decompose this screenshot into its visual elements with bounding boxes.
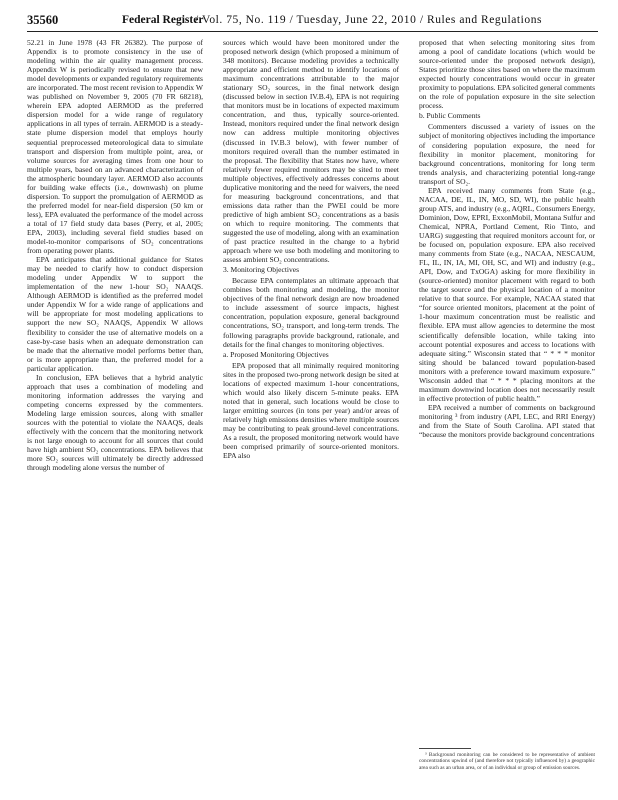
paragraph: EPA proposed that all minimally required monitoring sites in the proposed two-prong network design be sited at locations of expected maximum 1-hour concentrations, which would also likely discern 5-minute peaks. EPA noted that in general, such locations would be close to larger emitting sources (in tons per year) and/or areas of relatively high emissions densities where multiple sources may be contributing to peak ground-level concentrations. As a result, the proposed monitoring network would have been comprised primarily of source-oriented monitors. EPA also xyxy=(223,360,399,461)
paragraph: proposed that when selecting monitoring sites from among a pool of candidate locations (which would be source-oriented under the proposed network design), States prioritize those sites based on where the maximum expected hourly concentrations would occur in greater proximity to populations. EPA solicited general comments on the role of population exposure in the site selection process. xyxy=(419,38,596,111)
page-number: 35560 xyxy=(27,13,59,27)
paragraph: sources which would have been monitored under the proposed network design (which proposed a minimum of 348 monitors). Because modeling provides a technically appropriate and efficient method to identify locations of maximum concentrations attributable to the major stationary SO₂ sources, in the final network design (discussed below in section IV.B.4), EPA is not requiring that monitors must be in locations of expected maximum concentration, and thus, typically source-oriented. Instead, monitors required under the final network design now can address multiple monitoring objectives (discussed in IV.B.3 below), with fewer number of monitors required overall than the number estimated in the proposal. The flexibility that States now have, where relatively fewer required monitors may be sited to meet multiple objectives, effectively addresses concerns about duplicative monitoring and the need for waivers, the need for measuring background concentrations, and that emissions data rather than the PWEI could be more predictive of high ambient SO₂ concentrations as a basis on which to require monitoring. The comments that suggested the use of modeling, along with an examination of past practice resulted in the change to a hybrid approach where we use both modeling and monitoring to assess ambient SO₂ concentrations. xyxy=(223,38,399,265)
paragraph: Commenters discussed a variety of issues on the subject of monitoring objectives including the importance of considering population exposure, the need for flexibility in monitor placement, monitoring for background concentrations, monitoring for long term trends analysis, and characterizing potential long-range transport of SO₂. xyxy=(419,122,595,186)
paragraph: Because EPA contemplates an ultimate approach that combines both monitoring and modeling, the monitor objectives of the final network design are now broadened to include assessment of source impacts, highest concentration, population exposure, general background concentrations, SO₂ transport, and long-term trends. The following paragraphs provide background, rationale, and details for the final changes to monitoring objectives. xyxy=(223,276,399,349)
column-1 xyxy=(27,38,203,472)
footnote xyxy=(419,752,595,771)
column-2 xyxy=(223,38,399,460)
section-heading: 3. Monitoring Objectives xyxy=(223,265,300,275)
publication-title: Federal Register xyxy=(122,14,204,26)
section-heading: a. Proposed Monitoring Objectives xyxy=(223,349,329,359)
paragraph: EPA anticipates that additional guidance for States may be needed to clarify how to conduct dispersion modeling under Appendix W to support the implementation of the new 1-hour SO₂ NAAQS. Although AERMOD is identified as the preferred model under Appendix W for a wide range of applications and will be appropriate for most modeling applications to support the new SO₂ NAAQS, Appendix W allows flexibility to consider the use of alternative models on a case-by-case basis when an adequate demonstration can be made that the alternative model performs better than, or is more appropriate than, the preferred model for a particular application. xyxy=(27,255,203,373)
column-3 xyxy=(419,38,595,439)
page-header xyxy=(27,12,598,30)
header-rule xyxy=(27,31,598,32)
section-heading: b. Public Comments xyxy=(419,111,481,121)
footnote-rule xyxy=(419,748,471,749)
paragraph: EPA received many comments from State (e.g., NACAA, DE, IL, IN, MO, SD, WI), the public health group ATS, and industry (e.g., AQRL, Consumers Energy, Dominion, Dow, EPRI, ExxonMobil, Montana Sulfur and Chemical, NPRA, Portland Cement, Rio Tinto, and UARG) suggesting that required monitors account for, or be focused on, population exposure. EPA also received many comments from State (e.g., NACAA, NESCAUM, FL, IL, IN, IA, MI, OH, SC, and WI) and industry (e.g., API, Dow, and TxOGA) asking for more flexibility in (source-oriented) monitor placement with regard to both the target source and the physical location of a monitor relative to that source. For example, NACAA stated that “for source oriented monitors, placement at the point of 1-hour maximum concentration must be realistic and flexible. EPA must allow agencies to determine the most scientifically defensible location, while taking into account potential exposures and access to locations with adequate siting.” Wisconsin stated that “ * * * monitor siting should be balanced toward population-based monitors with a preference toward maximum exposure.” Wisconsin added that “ * * * placing monitors at the maximum downwind location does not necessarily result in effective protection of public health.” xyxy=(419,185,595,403)
paragraph: In conclusion, EPA believes that a hybrid analytic approach that uses a combination of modeling and monitoring information addresses the varying and competing concerns expressed by the commenters. Modeling large emission sources, along with smaller sources with the potential to violate the NAAQS, deals effectively with the concern that the monitoring network is not large enough to account for all sources that could have high ambient SO₂ concentrations. EPA believes that more SO₂ sources will ultimately be directly addressed through modeling alone versus the number of xyxy=(27,372,203,473)
paragraph: 52.21 in June 1978 (43 FR 26382). The purpose of Appendix is to promote consistency in the use of modeling within the air quality management process. Appendix W is periodically revised to ensure that new model developments or expanded regulatory requirements are incorporated. The most recent revision to Appendix W was published on November 9, 2005 (70 FR 68218), wherein EPA adopted AERMOD as the preferred dispersion model for a wide range of regulatory applications in all types of terrain. AERMOD is a steady-state plume dispersion model that employs hourly sequential preprocessed meteorological data to simulate transport and dispersion from multiple point, area, or volume sources for averaging times from one hour to multiple years, based on an advanced characterization of the atmospheric boundary layer. AERMOD also accounts for building wake effects (i.e., downwash) on plume dispersion. To support the promulgation of AERMOD as the preferred model for near-field dispersion (50 km or less), EPA evaluated the performance of the model across a total of 17 field study data bases (Perry, et al, 2005; EPA, 2003), including several field studies based on model-to-monitor comparisons of SO₂ concentrations from operating power plants. xyxy=(27,38,203,256)
paragraph: EPA received a number of comments on background monitoring ³ from industry (API, LEC, and RRI Energy) and from the State of South Carolina. API stated that “because the monitors provide background concentrations xyxy=(419,402,595,440)
footnote-text: ³ Background monitoring can be considered to be representative of ambient concentrations upwind of (and therefore not typically influenced by) a geographic area such as an urban area, or of an individual or group of emission sources. xyxy=(419,752,595,771)
issue-info: / Vol. 75, No. 119 / Tuesday, June 22, 2010 / Rules and Regulations xyxy=(195,14,543,26)
